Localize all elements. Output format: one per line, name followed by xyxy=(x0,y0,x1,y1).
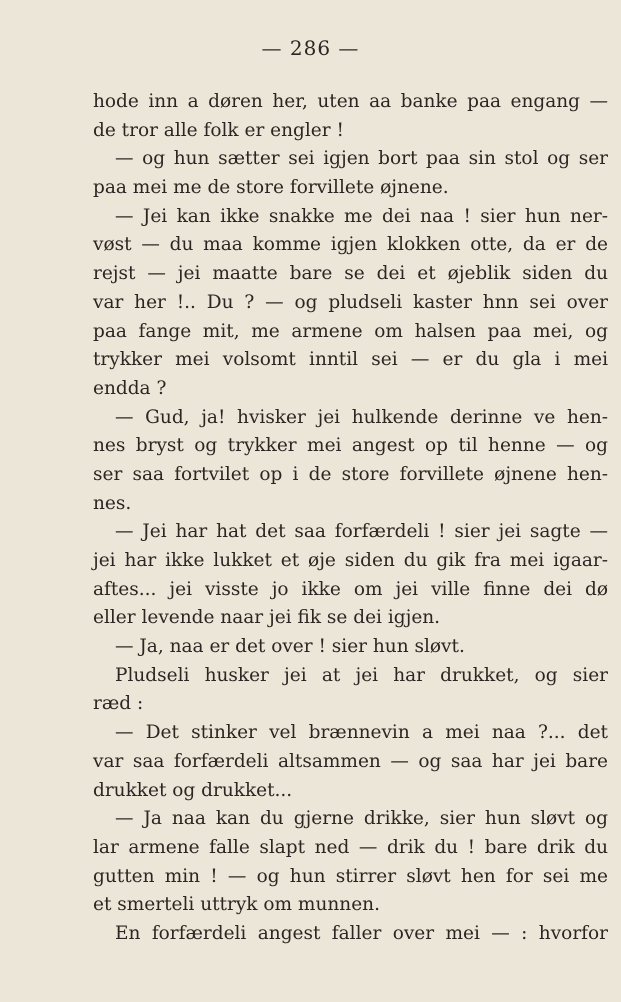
text-line: En forfærdeli angest faller over mei — : hvorfor xyxy=(115,922,608,944)
text-line: — Ja, naa er det over ! sier hun sløvt. xyxy=(115,636,465,658)
text-line: — Jei kan ikke snakke me dei naa ! sier hun ner- xyxy=(115,205,608,227)
text-line: rejst — jei maatte bare se dei et øjeblik siden du xyxy=(93,263,608,285)
text-line: endda ? xyxy=(93,377,167,399)
text-line: gutten min ! — og hun stirrer sløvt hen for sei me xyxy=(93,865,608,887)
text-line: vøst — du maa komme igjen klokken otte, da er de xyxy=(93,234,608,256)
text-line: ræd : xyxy=(93,693,144,715)
text-line: nes. xyxy=(93,492,132,514)
text-line: et smerteli uttryk om munnen. xyxy=(93,894,380,916)
text-line: paa mei me de store forvillete øjnene. xyxy=(93,177,449,199)
text-line: Pludseli husker jei at jei har drukket, og sier xyxy=(115,664,608,686)
text-line: paa fange mit, me armene om halsen paa mei, og xyxy=(93,320,608,342)
text-line: var her !.. Du ? — og pludseli kaster hnn sei over xyxy=(93,291,608,313)
text-line: — Gud, ja! hvisker jei hulkende derinne ve hen- xyxy=(115,406,608,428)
text-line: de tror alle folk er engler ! xyxy=(93,119,344,141)
text-line: — og hun sætter sei igjen bort paa sin stol og ser xyxy=(115,148,608,170)
text-line: hode inn a døren her, uten aa banke paa engang — xyxy=(93,91,608,112)
text-line: drukket og drukket... xyxy=(93,779,293,801)
text-line: aftes... jei visste jo ikke om jei ville finne dei dø xyxy=(93,578,608,600)
text-line: — Ja naa kan du gjerne drikke, sier hun sløvt og xyxy=(115,808,608,830)
text-line: — Jei har hat det saa forfærdeli ! sier jei sagte — xyxy=(115,521,608,543)
text-line: ser saa fortvilet op i de store forvillete øjnene hen- xyxy=(93,463,608,485)
text-line: jei har ikke lukket et øje siden du gik fra mei igaar- xyxy=(93,550,608,571)
text-line: lar armene falle slapt ned — drik du ! bare drik du xyxy=(93,836,608,858)
text-body xyxy=(93,88,608,949)
text-line: var saa forfærdeli altsammen — og saa har jei bare xyxy=(93,750,608,772)
text-line: nes bryst og trykker mei angest op til henne — og xyxy=(93,435,608,457)
text-line: eller levende naar jei fik se dei igjen. xyxy=(93,607,441,629)
text-line: trykker mei volsomt inntil sei — er du gla i mei xyxy=(93,349,608,371)
page-number: — 286 — xyxy=(261,36,360,60)
text-line: — Det stinker vel brænnevin a mei naa ?... det xyxy=(115,722,608,744)
